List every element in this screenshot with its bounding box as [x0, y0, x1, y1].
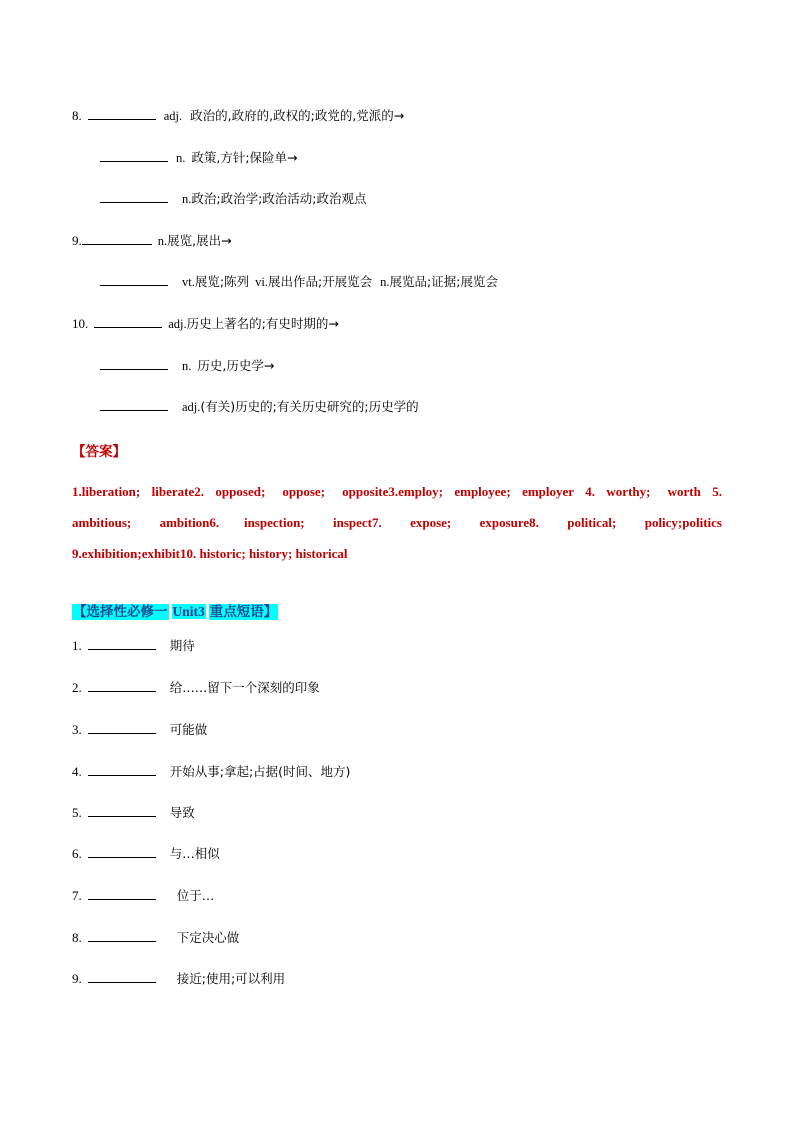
- phrase-item: [72, 680, 320, 696]
- vocab-item-8: [72, 108, 404, 124]
- answer-line: 1.liberation; liberate2. opposed; oppose; opposite3.employ; employee; employer 4. worthy; worth 5.: [72, 484, 722, 499]
- item-number: 7.: [72, 888, 82, 903]
- answer-blank[interactable]: [100, 358, 168, 370]
- answer-line: 9.exhibition;exhibit10. historic; history; historical: [72, 546, 348, 561]
- section-heading: [72, 600, 278, 620]
- answer-blank[interactable]: [100, 399, 168, 411]
- item-number: 10.: [72, 316, 89, 331]
- phrase-item: [72, 846, 220, 862]
- answer-blank[interactable]: [88, 638, 156, 650]
- item-number: 5.: [72, 805, 82, 820]
- phrase-meaning: 给……留下一个深刻的印象: [169, 680, 320, 695]
- answer-blank[interactable]: [88, 888, 156, 900]
- phrase-item: [72, 971, 285, 987]
- vocab-subitem: [100, 399, 419, 415]
- part-of-speech: adj.: [182, 400, 201, 414]
- answer-heading: 【答案】: [72, 444, 126, 460]
- vocab-subitem: [100, 274, 498, 290]
- phrase-item: [72, 764, 350, 780]
- item-number: 3.: [72, 722, 82, 737]
- part-of-speech: n.: [157, 234, 168, 248]
- phrase-meaning: 接近;使用;可以利用: [176, 971, 286, 986]
- meaning-text: 政治;政治学;政治活动;政治观点: [191, 191, 367, 206]
- item-number: 6.: [72, 846, 82, 861]
- vocab-item-10: [72, 316, 339, 332]
- answer-blank[interactable]: [100, 150, 168, 162]
- heading-suffix: 重点短语】: [209, 604, 278, 620]
- phrase-meaning: 位于…: [176, 888, 215, 903]
- phrase-meaning: 与…相似: [169, 846, 220, 861]
- part-of-speech: adj.: [163, 109, 183, 123]
- item-number: 9.: [72, 233, 82, 248]
- part-of-speech: vt.: [182, 275, 195, 289]
- phrase-meaning: 开始从事;拿起;占据(时间、地方): [169, 764, 351, 779]
- vocab-item-9: [72, 233, 232, 249]
- phrase-item: [72, 638, 195, 654]
- meaning-text: 展出作品;开展览会: [267, 274, 373, 289]
- phrase-item: [72, 930, 239, 946]
- part-of-speech: adj.: [168, 317, 187, 331]
- answer-blank[interactable]: [94, 316, 162, 328]
- item-number: 4.: [72, 764, 82, 779]
- meaning-text: 历史,历史学→: [197, 358, 275, 373]
- answer-blank[interactable]: [100, 191, 168, 203]
- answer-blank[interactable]: [100, 274, 168, 286]
- heading-prefix: 【选择性必修一: [73, 604, 168, 620]
- meaning-text: 政策,方针;保险单→: [191, 150, 298, 165]
- item-number: 9.: [72, 971, 82, 986]
- phrase-meaning: 导致: [169, 805, 195, 820]
- answer-blank[interactable]: [82, 233, 152, 245]
- answer-blank[interactable]: [88, 930, 156, 942]
- meaning-text: 历史上著名的;有史时期的→: [186, 316, 339, 331]
- item-number: 1.: [72, 638, 82, 653]
- phrase-item: [72, 888, 214, 904]
- part-of-speech: n.: [182, 192, 192, 206]
- phrase-meaning: 可能做: [169, 722, 208, 737]
- meaning-text: 政治的,政府的,政权的;政党的,党派的→: [190, 108, 405, 123]
- vocab-subitem: [100, 191, 367, 207]
- phrase-item: [72, 722, 207, 738]
- item-number: 8.: [72, 108, 82, 123]
- part-of-speech: vi.: [255, 275, 268, 289]
- answer-text: [72, 476, 722, 569]
- answer-blank[interactable]: [88, 108, 156, 120]
- answer-blank[interactable]: [88, 846, 156, 858]
- meaning-text: 展览品;证据;展览会: [389, 274, 498, 289]
- vocab-subitem: [100, 358, 274, 374]
- meaning-text: 展览;陈列: [194, 274, 250, 289]
- answer-blank[interactable]: [88, 764, 156, 776]
- part-of-speech: n.: [176, 151, 186, 165]
- item-number: 8.: [72, 930, 82, 945]
- part-of-speech: n.: [182, 359, 192, 373]
- answer-blank[interactable]: [88, 722, 156, 734]
- meaning-text: 展览,展出→: [167, 233, 232, 248]
- phrase-meaning: 下定决心做: [176, 930, 240, 945]
- heading-unit: Unit3: [172, 604, 205, 619]
- answer-line: ambitious; ambition6. inspection; inspect7. expose; exposure8. political; policy;politics: [72, 515, 722, 530]
- part-of-speech: n.: [380, 275, 390, 289]
- answer-blank[interactable]: [88, 680, 156, 692]
- answer-blank[interactable]: [88, 971, 156, 983]
- vocab-subitem: [100, 150, 298, 166]
- phrase-item: [72, 805, 195, 821]
- phrase-meaning: 期待: [169, 638, 195, 653]
- item-number: 2.: [72, 680, 82, 695]
- meaning-text: (有关)历史的;有关历史研究的;历史学的: [200, 399, 419, 414]
- answer-blank[interactable]: [88, 805, 156, 817]
